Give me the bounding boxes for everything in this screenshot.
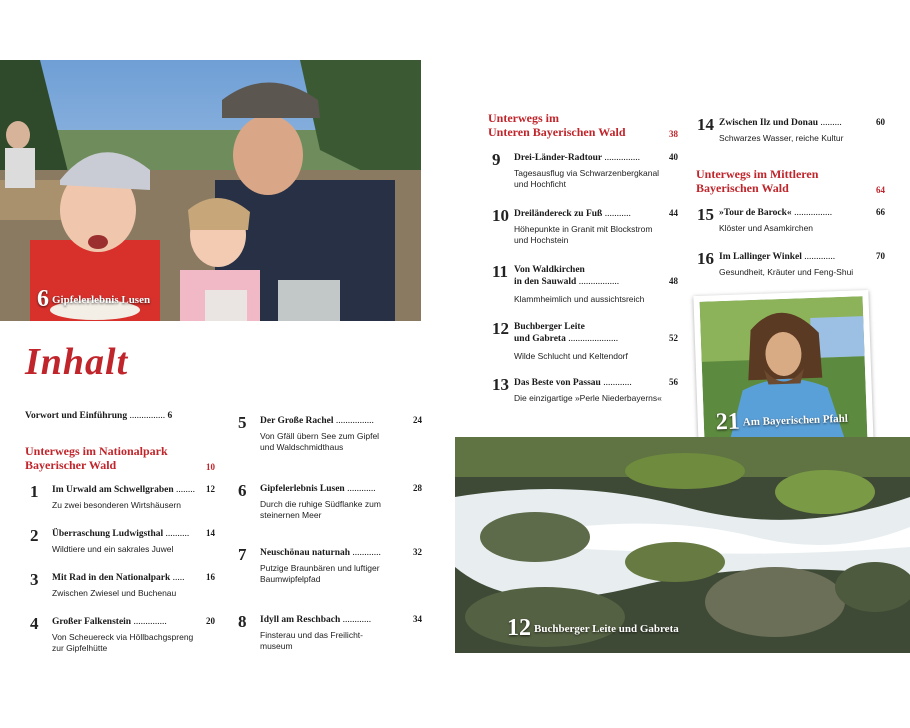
toc-entry-number: 7	[238, 545, 247, 564]
toc-entry-page: 40	[669, 152, 678, 162]
toc-entry-description-line1: Durch die ruhige Südflanke zum	[260, 499, 381, 509]
toc-entry-number: 10	[492, 206, 509, 225]
toc-entry-description	[260, 499, 381, 521]
toc-entry-description-line1: Wildtiere und ein sakrales Juwel	[52, 544, 174, 554]
toc-entry-description-line1: Höhepunkte in Granit mit Blockstrom	[514, 224, 653, 234]
toc-entry	[238, 415, 422, 455]
toc-entry-title	[514, 264, 619, 288]
toc-entry-number: 8	[238, 612, 247, 631]
section-mittleren-page: 64	[876, 185, 885, 195]
toc-entry-dots: ..........	[165, 529, 190, 539]
toc-entry-description	[52, 500, 181, 511]
toc-entry-title-line2: und Gabreta	[514, 334, 566, 344]
toc-entry-title	[52, 484, 195, 496]
toc-entry-description	[719, 133, 843, 144]
toc-entry-description	[52, 544, 173, 555]
toc-entry-description	[719, 267, 853, 278]
toc-entry-title-line1: Mit Rad in den Nationalpark	[52, 573, 171, 583]
toc-entry-title-line1: Zwischen Ilz und Donau	[719, 118, 818, 128]
toc-entry-description	[52, 632, 193, 654]
section-nationalpark-line2: Bayerischer Wald	[25, 458, 117, 472]
section-mittleren-line2: Bayerischen Wald	[696, 181, 789, 195]
toc-entry-description	[514, 393, 662, 404]
toc-entry-page: 60	[876, 117, 885, 127]
toc-entry-title-line1: Überraschung Ludwigsthal	[52, 529, 164, 539]
photo-stream-caption	[507, 615, 679, 642]
toc-entry-description-line1: Zu zwei besonderen Wirtshäusern	[52, 500, 181, 510]
toc-entry-title-line1: Neuschönau naturnah	[260, 548, 351, 558]
toc-entry-dots: ............	[342, 615, 372, 625]
toc-entry-number: 1	[30, 482, 39, 501]
toc-entry	[492, 264, 678, 304]
toc-entry-page: 34	[413, 614, 422, 624]
toc-entry-page: 16	[206, 572, 215, 582]
photo-statue-label: Am Bayerischen Pfahl	[742, 412, 849, 428]
toc-entry-description	[52, 588, 176, 599]
toc-entry-title	[514, 152, 640, 164]
toc-entry-page: 32	[413, 547, 422, 557]
toc-entry-description-line2: und Hochficht	[514, 179, 566, 189]
photo-family-number: 6	[37, 286, 49, 312]
section-nationalpark	[25, 444, 220, 474]
toc-entry-number: 11	[492, 262, 509, 281]
toc-entry-description-line1: Klöster und Asamkirchen	[719, 223, 814, 233]
toc-entry-dots: .............	[804, 252, 836, 262]
toc-entry	[30, 572, 215, 612]
toc-entry-page: 70	[876, 251, 885, 261]
photo-statue-number: 21	[715, 408, 741, 436]
section-nationalpark-page: 10	[206, 462, 215, 472]
toc-entry-title	[514, 377, 632, 389]
toc-entry-title-line1: Idyll am Reschbach	[260, 615, 341, 625]
toc-entry-title	[260, 415, 374, 427]
toc-entry-title	[514, 208, 631, 220]
photo-statue-caption	[715, 405, 848, 437]
intro-dots: ...............	[129, 411, 166, 421]
toc-entry-title-line1: Großer Falkenstein	[52, 617, 132, 627]
toc-entry-dots: .........	[820, 118, 842, 128]
toc-entry	[492, 152, 678, 192]
toc-entry-page: 48	[669, 276, 678, 286]
photo-family-image	[0, 60, 421, 321]
toc-entry	[697, 251, 885, 291]
toc-entry	[492, 208, 678, 248]
toc-entry-description-line2: Baumwipfelpfad	[260, 574, 321, 584]
photo-stream-number: 12	[507, 615, 531, 641]
toc-entry-title-line1: Drei-Länder-Radtour	[514, 153, 602, 163]
toc-entry-description-line1: Zwischen Zwiesel und Buchenau	[52, 588, 177, 598]
toc-entry-title-line1: Dreiländereck zu Fuß	[514, 209, 603, 219]
toc-entry-title	[719, 117, 842, 129]
toc-entry-dots: .................	[578, 277, 620, 287]
toc-entry-description-line1: Tagesausflug via Schwarzenbergkanal	[514, 168, 660, 178]
toc-entry-number: 14	[697, 115, 714, 134]
page-title: Inhalt	[25, 341, 129, 383]
toc-entry-description	[719, 223, 813, 234]
toc-entry-number: 12	[492, 319, 509, 338]
toc-entry	[492, 377, 678, 417]
toc-entry-description-line2: und Hochstein	[514, 235, 569, 245]
section-mittleren	[696, 167, 891, 197]
toc-entry-number: 5	[238, 413, 247, 432]
toc-entry-description-line1: Finsterau und das Freilicht-	[260, 630, 363, 640]
toc-entry-description-line2: und Waldschmidthaus	[260, 442, 344, 452]
toc-entry-title	[719, 207, 832, 219]
toc-entry-description-line2: zur Gipfelhütte	[52, 643, 108, 653]
photo-family-caption	[37, 286, 150, 313]
toc-entry-page: 56	[669, 377, 678, 387]
intro-page: 6	[167, 411, 173, 421]
toc-entry-title	[514, 321, 618, 345]
toc-entry-description-line1: Die einzigartige »Perle Niederbayerns«	[514, 393, 662, 403]
toc-entry-dots: ................	[794, 208, 833, 218]
toc-entry-description-line1: Von Gfäll übern See zum Gipfel	[260, 431, 380, 441]
toc-entry-description	[260, 563, 380, 585]
toc-entry-dots: ............	[352, 548, 381, 558]
toc-entry-title-line1: Buchberger Leite	[514, 322, 585, 332]
toc-entry-dots: .....................	[568, 334, 619, 344]
toc-entry-page: 66	[876, 207, 885, 217]
toc-entry-dots: ........	[176, 485, 196, 495]
toc-entry-dots: ..............	[133, 617, 167, 627]
photo-statue	[693, 290, 873, 449]
toc-entry-description	[514, 168, 659, 190]
toc-entry-description-line2: museum	[260, 641, 293, 651]
toc-entry	[238, 483, 422, 523]
toc-entry	[238, 547, 422, 587]
toc-entry-page: 24	[413, 415, 422, 425]
toc-entry-title	[52, 528, 189, 540]
toc-entry-description-line1: Klammheimlich und aussichtsreich	[514, 294, 645, 304]
toc-entry-description	[514, 224, 652, 246]
section-unteren-page: 38	[669, 129, 678, 139]
toc-entry-page: 14	[206, 528, 215, 538]
toc-entry-page: 52	[669, 333, 678, 343]
photo-stream-label: Buchberger Leite und Gabreta	[534, 622, 679, 635]
toc-entry-dots: ...............	[604, 153, 640, 163]
toc-entry-number: 15	[697, 205, 714, 224]
toc-entry-title	[52, 572, 185, 584]
toc-entry-dots: .....	[172, 573, 185, 583]
toc-entry-page: 44	[669, 208, 678, 218]
toc-entry-title	[52, 616, 167, 628]
toc-entry	[697, 207, 885, 247]
toc-entry-title	[260, 547, 381, 559]
toc-entry	[238, 614, 422, 654]
section-nationalpark-line1: Unterwegs im Nationalpark	[25, 444, 168, 458]
toc-entry-number: 4	[30, 614, 39, 633]
toc-entry	[30, 616, 215, 656]
toc-entry-description	[514, 294, 644, 305]
toc-entry-description	[260, 630, 363, 652]
toc-entry-title-line1: Das Beste von Passau	[514, 378, 601, 388]
toc-entry-description-line1: Von Scheuereck via Höllbachgspreng	[52, 632, 194, 642]
toc-entry-description-line1: Putzige Braunbären und luftiger	[260, 563, 380, 573]
section-unteren-line1: Unterwegs im	[488, 111, 559, 125]
toc-entry	[30, 528, 215, 568]
toc-entry-number: 13	[492, 375, 509, 394]
toc-entry-title-line1: »Tour de Barock«	[719, 208, 792, 218]
toc-entry-title-line1: Im Urwald am Schwellgraben	[52, 485, 174, 495]
toc-entry-page: 28	[413, 483, 422, 493]
toc-entry-description	[514, 351, 628, 362]
toc-entry-title-line1: Gipfelerlebnis Lusen	[260, 484, 345, 494]
toc-entry-number: 6	[238, 481, 247, 500]
section-unteren-line2: Unteren Bayerischen Wald	[488, 125, 626, 139]
section-mittleren-line1: Unterwegs im Mittleren	[696, 167, 819, 181]
toc-entry-dots: ............	[347, 484, 376, 494]
toc-entry-description	[260, 431, 379, 453]
toc-entry-number: 9	[492, 150, 501, 169]
toc-entry-dots: ............	[603, 378, 632, 388]
toc-entry-description-line1: Schwarzes Wasser, reiche Kultur	[719, 133, 844, 143]
intro-label: Vorwort und Einführung	[25, 411, 128, 421]
toc-entry-title-line1: Der Große Rachel	[260, 416, 334, 426]
toc-entry-page: 12	[206, 484, 215, 494]
toc-entry	[492, 321, 678, 361]
toc-entry-page: 20	[206, 616, 215, 626]
toc-entry-description-line1: Gesundheit, Kräuter und Feng-Shui	[719, 267, 854, 277]
photo-family	[0, 60, 421, 321]
toc-entry-number: 16	[697, 249, 714, 268]
toc-entry-number: 3	[30, 570, 39, 589]
toc-entry-dots: ................	[335, 416, 374, 426]
photo-family-label: Gipfelerlebnis Lusen	[52, 293, 151, 306]
toc-entry-dots: ...........	[604, 209, 631, 219]
photo-stream	[455, 437, 910, 653]
toc-entry	[30, 484, 215, 524]
toc-entry-description-line1: Wilde Schlucht und Keltendorf	[514, 351, 628, 361]
toc-entry-description-line2: steinernen Meer	[260, 510, 322, 520]
toc-entry-number: 2	[30, 526, 39, 545]
toc-entry-title	[260, 483, 376, 495]
toc-entry-title	[719, 251, 835, 263]
toc-entry-title	[260, 614, 371, 626]
toc-entry-title-line1: Von Waldkirchen	[514, 265, 585, 275]
toc-entry	[697, 117, 885, 157]
intro-entry	[25, 411, 172, 421]
section-unteren	[488, 111, 683, 141]
toc-entry-title-line2: in den Sauwald	[514, 277, 577, 287]
toc-entry-title-line1: Im Lallinger Winkel	[719, 252, 802, 262]
